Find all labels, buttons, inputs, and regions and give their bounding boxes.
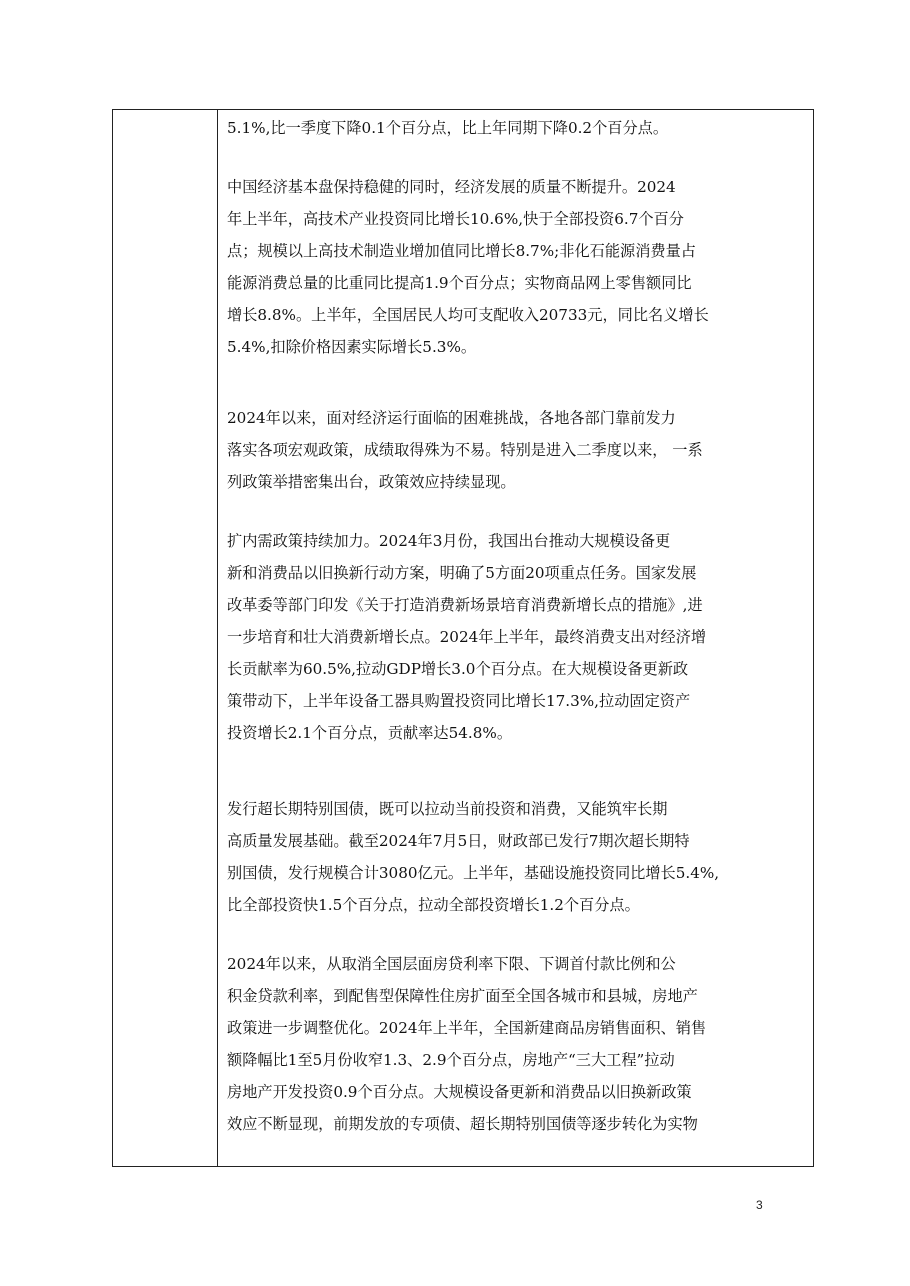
text-line: 能源消费总量的比重同比提高1.9个百分点；实物商品网上零售额同比 bbox=[227, 274, 692, 292]
text-line: 点；规模以上高技术制造业增加值同比增长8.7%;非化石能源消费量占 bbox=[227, 242, 696, 260]
paragraph-4 bbox=[227, 525, 809, 749]
text-line: 5.4%,扣除价格因素实际增长5.3%。 bbox=[227, 338, 477, 356]
paragraph-2 bbox=[227, 171, 809, 363]
text-line: 额降幅比1至5月份收窄1.3、2.9个百分点，房地产“三大工程”拉动 bbox=[227, 1051, 675, 1069]
text-line: 房地产开发投资0.9个百分点。大规模设备更新和消费品以旧换新政策 bbox=[227, 1083, 692, 1101]
table-left-column bbox=[113, 110, 218, 1166]
paragraph-5 bbox=[227, 793, 809, 921]
text-line: 增长8.8%。上半年，全国居民人均可支配收入20733元，同比名义增长 bbox=[227, 306, 709, 324]
text-line: 扩内需政策持续加力。2024年3月份，我国出台推动大规模设备更 bbox=[227, 532, 671, 550]
text-line: 策带动下，上半年设备工器具购置投资同比增长17.3%,拉动固定资产 bbox=[227, 692, 691, 710]
text-line: 2024年以来，从取消全国层面房贷利率下限、下调首付款比例和公 bbox=[227, 955, 676, 973]
text-line: 新和消费品以旧换新行动方案，明确了5方面20项重点任务。国家发展 bbox=[227, 564, 697, 582]
text-line: 2024年以来，面对经济运行面临的困难挑战，各地各部门靠前发力 bbox=[227, 409, 676, 427]
page-number: 3 bbox=[756, 1198, 763, 1212]
text-line: 高质量发展基础。截至2024年7月5日，财政部已发行7期次超长期特 bbox=[227, 832, 690, 850]
text-line: 政策进一步调整优化。2024年上半年，全国新建商品房销售面积、销售 bbox=[227, 1019, 707, 1037]
text-line: 积金贷款利率，到配售型保障性住房扩面至全国各城市和县城，房地产 bbox=[227, 987, 698, 1005]
text-line: 年上半年，高技术产业投资同比增长10.6%,快于全部投资6.7个百分 bbox=[227, 210, 684, 228]
text-line: 别国债，发行规模合计3080亿元。上半年，基础设施投资同比增长5.4%, bbox=[227, 864, 720, 882]
text-line: 中国经济基本盘保持稳健的同时，经济发展的质量不断提升。2024 bbox=[227, 178, 676, 196]
paragraph-6 bbox=[227, 948, 809, 1140]
paragraph-3 bbox=[227, 402, 809, 498]
text-line: 比全部投资快1.5个百分点，拉动全部投资增长1.2个百分点。 bbox=[227, 896, 640, 914]
text-line: 落实各项宏观政策，成绩取得殊为不易。特别是进入二季度以来， 一系 bbox=[227, 441, 703, 459]
text-line: 效应不断显现，前期发放的专项债、超长期特别国债等逐步转化为实物 bbox=[227, 1115, 698, 1133]
text-line: 列政策举措密集出台，政策效应持续显现。 bbox=[227, 473, 516, 491]
paragraph-1 bbox=[227, 112, 809, 144]
text-line: 5.1%,比一季度下降0.1个百分点，比上年同期下降0.2个百分点。 bbox=[227, 119, 669, 137]
content-table bbox=[112, 109, 814, 1167]
text-line: 改革委等部门印发《关于打造消费新场景培育消费新增长点的措施》,进 bbox=[227, 596, 703, 614]
text-line: 投资增长2.1个百分点，贡献率达54.8%。 bbox=[227, 724, 513, 742]
text-line: 一步培育和壮大消费新增长点。2024年上半年，最终消费支出对经济增 bbox=[227, 628, 707, 646]
table-content-cell bbox=[219, 110, 813, 1166]
text-line: 发行超长期特别国债，既可以拉动当前投资和消费，又能筑牢长期 bbox=[227, 800, 668, 818]
text-line: 长贡献率为60.5%,拉动GDP增长3.0个百分点。在大规模设备更新政 bbox=[227, 660, 689, 678]
